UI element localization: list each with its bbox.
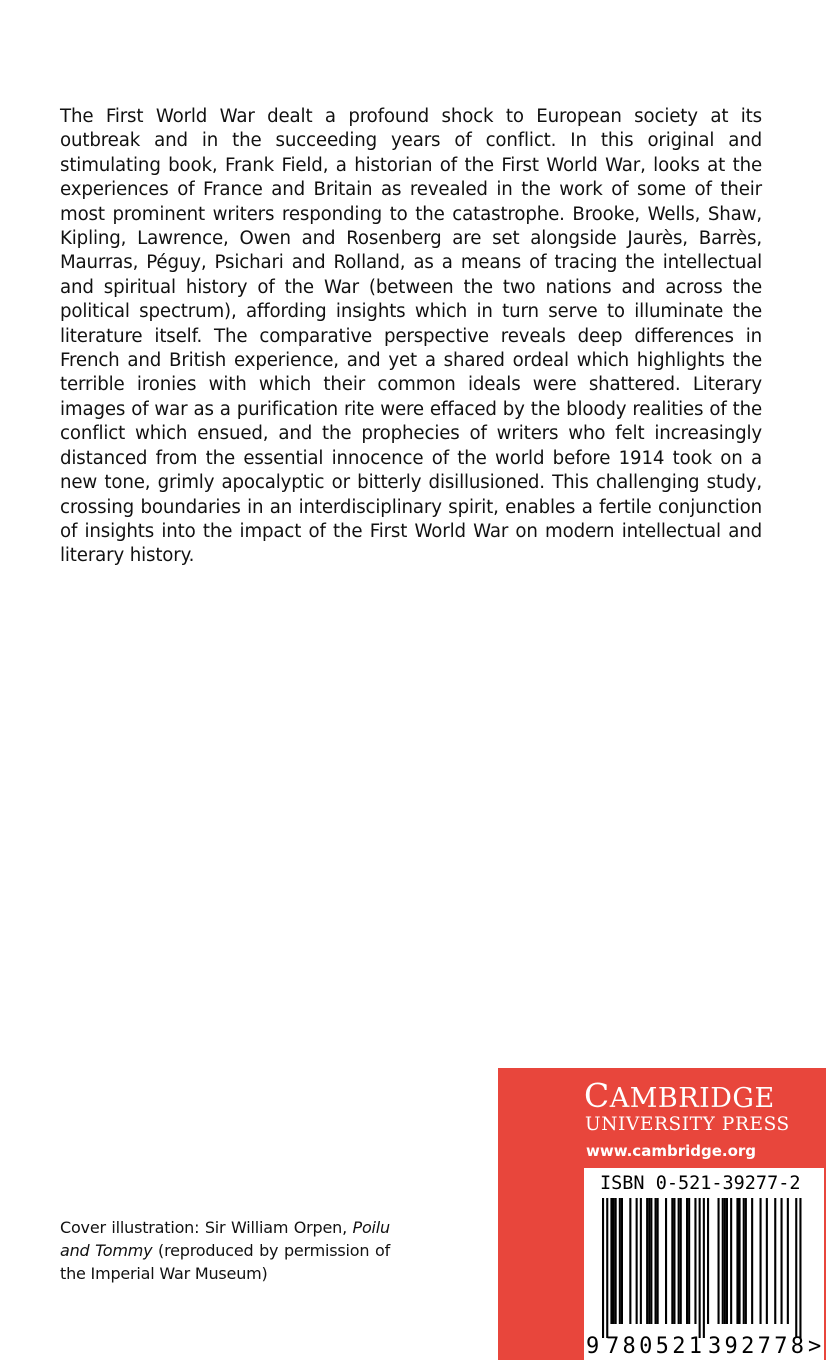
- barcode-bar: [621, 1198, 623, 1324]
- barcode-bar: [799, 1198, 801, 1338]
- barcode-bar: [736, 1198, 738, 1324]
- back-cover-blurb: The First World War dealt a profound shock to European society at its outbreak and in the succeeding years of conflict. In this original and stimulating book, Frank Field, a historian of the First World War, looks at the experiences of France and Britain as revealed in the work of some of their most prominent writers responding to the catastrophe. Brooke, Wells, Shaw, Kipling, Lawrence, Owen and Rosenberg are set alongside Jaurès, Barrès, Maurras, Péguy, Psichari and Rolland, as a means of tracing the intellectual and spiritual history of the War (between the two nations and across the political spectrum), affording insights which in turn serve to illuminate the literature itself. The comparative perspective reveals deep differences in French and British experience, and yet a shared ordeal which highlights the terrible ironies with which their common ideals were shattered. Literary images of war as a purification rite were effaced by the bloody realities of the conflict which ensued, and the prophecies of writers who felt increasingly distanced from the essential innocence of the world before 1914 took on a new tone, grimly apocalyptic or bitterly disillusioned. This challenging study, crossing boundaries in an interdisciplinary spirit, enables a fertile conjunction of insights into the impact of the First World War on modern intellectual and literary history.: [60, 106, 762, 567]
- publisher-name-rest: AMBRIDGE: [609, 1083, 775, 1114]
- barcode-lead-digit: 9: [586, 1334, 600, 1359]
- barcode-bar: [703, 1198, 705, 1338]
- barcode-bar: [602, 1198, 604, 1338]
- barcode-bar: [640, 1198, 642, 1324]
- barcode-bar: [655, 1198, 657, 1324]
- caption-suffix: (reproduced by permission of the Imperial War Museum): [60, 1241, 390, 1283]
- isbn-label: ISBN 0-521-39277-2: [600, 1173, 801, 1194]
- barcode-bar: [610, 1198, 612, 1324]
- barcode-bar: [665, 1198, 667, 1324]
- barcode-bar: [680, 1198, 682, 1324]
- publisher-name-initial: C: [584, 1076, 610, 1115]
- barcode-bar: [673, 1198, 675, 1324]
- artwork-title: Poilu and Tommy: [60, 1218, 390, 1260]
- barcode-left-group: 780521: [606, 1334, 702, 1359]
- barcode-bar: [739, 1198, 741, 1324]
- barcode-bar: [726, 1198, 728, 1324]
- barcode-bar: [795, 1198, 797, 1338]
- barcode-bar: [694, 1198, 696, 1324]
- barcode-bar: [781, 1198, 783, 1324]
- barcode-bar: [718, 1198, 720, 1324]
- barcode-bar: [619, 1198, 621, 1324]
- barcode-bar: [606, 1198, 608, 1338]
- barcode-bar: [657, 1198, 659, 1324]
- barcode-bar: [730, 1198, 732, 1324]
- caption-prefix: Cover illustration: Sir William Orpen,: [60, 1218, 353, 1237]
- barcode-bars: [602, 1198, 802, 1338]
- barcode-bar: [699, 1198, 701, 1338]
- barcode-right-group: 392778: [708, 1334, 804, 1359]
- barcode-bar: [686, 1198, 688, 1324]
- barcode-bar: [678, 1198, 680, 1324]
- barcode-box: [584, 1168, 824, 1360]
- barcode-bar: [722, 1198, 724, 1324]
- barcode-bar: [743, 1198, 745, 1324]
- barcode: [584, 1198, 824, 1360]
- barcode-bar: [766, 1198, 768, 1324]
- barcode-bar: [629, 1198, 631, 1324]
- barcode-bar: [648, 1198, 650, 1324]
- barcode-bar: [650, 1198, 652, 1324]
- barcode-bar: [636, 1198, 638, 1324]
- publisher-url[interactable]: www.cambridge.org: [586, 1142, 757, 1160]
- barcode-bar: [671, 1198, 673, 1324]
- barcode-bar: [707, 1198, 709, 1324]
- barcode-bar: [787, 1198, 789, 1324]
- barcode-bar: [646, 1198, 648, 1324]
- barcode-end-mark: >: [808, 1334, 822, 1359]
- barcode-bar: [745, 1198, 747, 1324]
- barcode-bar: [760, 1198, 762, 1324]
- cover-illustration-credit: [60, 1216, 390, 1285]
- barcode-bar: [774, 1198, 776, 1324]
- publisher-subtitle: UNIVERSITY PRESS: [585, 1114, 790, 1135]
- barcode-bar: [724, 1198, 726, 1324]
- publisher-panel: [498, 1068, 826, 1360]
- barcode-bar: [688, 1198, 690, 1324]
- barcode-bar: [615, 1198, 617, 1324]
- barcode-bar: [751, 1198, 753, 1324]
- barcode-bar: [613, 1198, 615, 1324]
